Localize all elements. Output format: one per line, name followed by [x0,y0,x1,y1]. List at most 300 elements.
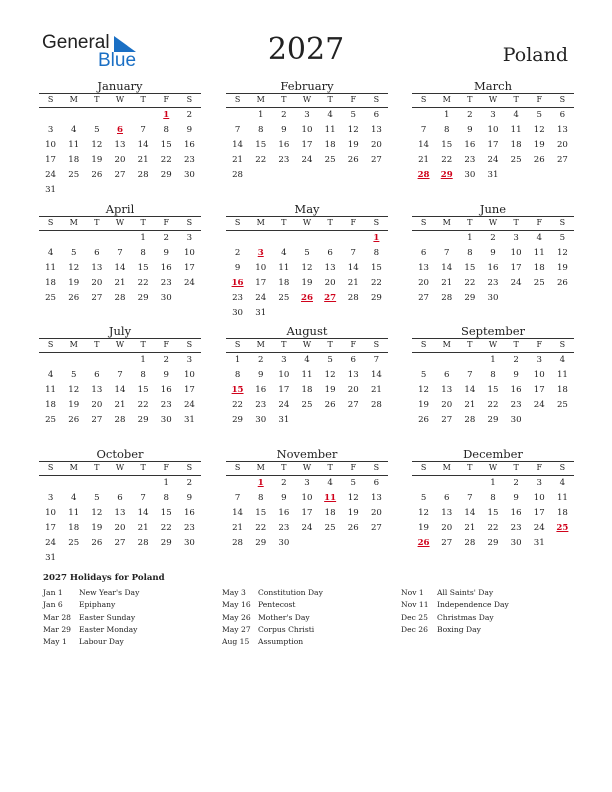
day-cell: 11 [45,263,57,273]
holiday-name: New Year's Day [79,588,140,597]
day-cell: 20 [418,278,430,288]
day-cell: 5 [536,110,542,120]
day-cell: 4 [559,478,566,488]
day-cell: 10 [45,140,57,150]
empty-cell [435,231,458,246]
day-cell: 2 [281,110,287,120]
holiday-row [222,636,392,648]
weekday-label: T [467,463,473,472]
day-cell: 14 [232,508,244,518]
weekday-label: T [140,95,146,104]
day-cell: 6 [373,478,380,488]
weekday-label: T [94,463,100,472]
holiday-row [401,599,571,611]
empty-cell [435,476,458,491]
weekday-label: S [373,95,380,104]
day-cell: 21 [370,385,382,395]
holiday-date: May 1 [43,637,67,647]
day-cell: 2 [513,478,519,488]
day-cell: 15 [370,263,382,273]
weekday-label: M [256,340,265,349]
day-cell: 17 [533,508,545,518]
day-cell: 2 [490,233,496,243]
empty-cell [85,108,108,123]
day-cell: 24 [301,523,313,533]
holiday-name: Christmas Day [437,612,494,622]
weekday-label: W [488,340,498,349]
day-cell: 10 [301,125,313,135]
days-grid [226,476,388,551]
month-january [39,79,201,198]
day-cell: 15 [487,385,499,395]
holiday-name: Pentecost [258,600,296,610]
day-cell: 29 [160,538,172,548]
day-cell: 12 [91,508,103,518]
holiday-row [43,624,213,636]
holiday-row [43,612,213,624]
weekday-label: T [467,218,473,227]
day-cell: 9 [490,248,496,258]
day-cell: 23 [232,293,244,303]
day-cell: 8 [140,370,146,380]
weekday-label: S [420,218,427,227]
day-cell: 17 [510,263,522,273]
holiday-name: Boxing Day [437,624,481,634]
day-cell: 12 [418,508,430,518]
day-cell: 5 [94,125,100,135]
holiday-day-cell: 1 [163,110,170,120]
day-cell: 19 [533,140,545,150]
empty-cell [342,231,365,246]
days-grid [412,108,574,183]
day-cell: 25 [68,538,80,548]
empty-cell [226,476,249,491]
holiday-column [222,587,392,648]
day-cell: 28 [232,538,244,548]
day-cell: 28 [114,293,126,303]
day-cell: 28 [114,415,126,425]
holiday-name: Constitution Day [258,588,323,597]
month-name: August [286,324,328,338]
day-cell: 19 [347,508,359,518]
day-cell: 6 [373,110,380,120]
weekday-label: F [163,95,170,104]
day-cell: 26 [347,523,359,533]
month-name: December [463,447,523,461]
day-cell: 6 [443,370,450,380]
day-cell: 15 [255,508,267,518]
day-cell: 17 [533,385,545,395]
day-cell: 30 [232,308,244,318]
day-cell: 10 [487,125,499,135]
day-cell: 17 [45,155,57,165]
day-cell: 12 [91,140,103,150]
weekday-label: S [373,463,380,472]
weekday-label: T [281,218,287,227]
day-cell: 14 [370,370,382,380]
weekday-label: S [186,463,193,472]
day-cell: 19 [418,523,430,533]
day-cell: 19 [68,278,80,288]
day-cell: 1 [257,110,264,120]
day-cell: 11 [510,125,522,135]
day-cell: 15 [487,508,499,518]
weekday-label: S [186,95,193,104]
day-cell: 2 [234,248,241,258]
day-cell: 24 [183,278,195,288]
day-cell: 6 [94,248,100,258]
day-cell: 16 [278,140,290,150]
day-cell: 16 [255,385,267,395]
day-cell: 22 [441,155,453,165]
holiday-day-cell: 6 [117,125,123,135]
day-cell: 12 [556,248,568,258]
day-cell: 30 [160,293,172,303]
day-cell: 24 [45,538,57,548]
day-cell: 18 [556,508,568,518]
month-july [39,324,201,428]
weekday-label: T [94,95,100,104]
month-december [412,447,574,551]
weekday-label: M [256,463,265,472]
empty-cell [249,231,272,246]
day-cell: 17 [301,508,313,518]
month-name: October [96,447,144,461]
day-cell: 14 [441,263,453,273]
day-cell: 21 [137,155,149,165]
holiday-date: Mar 28 [43,612,72,622]
day-cell: 13 [370,493,382,503]
weekday-label: F [163,463,170,472]
empty-cell [295,231,318,246]
day-cell: 9 [281,493,287,503]
day-cell: 8 [373,248,380,258]
day-cell: 22 [464,278,476,288]
holiday-date: Mar 29 [43,624,72,634]
holiday-date: May 26 [222,612,251,622]
day-cell: 15 [160,140,172,150]
holiday-day-cell: 1 [373,233,380,243]
day-cell: 6 [350,355,356,365]
weekday-label: M [69,463,78,472]
day-cell: 16 [510,508,522,518]
weekday-label: S [559,218,566,227]
weekday-label: W [488,218,498,227]
day-cell: 27 [114,538,126,548]
day-cell: 20 [114,523,126,533]
days-grid [226,231,388,321]
day-cell: 12 [68,385,80,395]
weekday-label: F [350,463,357,472]
weekday-label: S [559,340,566,349]
holiday-date: Jan 1 [43,588,63,597]
day-cell: 7 [140,493,146,503]
day-cell: 25 [45,293,57,303]
weekday-label: F [350,95,357,104]
weekday-label: S [47,218,54,227]
month-name: July [108,324,132,338]
day-cell: 14 [232,140,244,150]
day-cell: 15 [137,385,149,395]
day-cell: 16 [183,508,195,518]
day-cell: 5 [350,478,356,488]
day-cell: 19 [301,278,313,288]
day-cell: 24 [533,400,545,410]
day-cell: 10 [533,370,545,380]
day-cell: 29 [137,293,149,303]
day-cell: 22 [137,278,149,288]
day-cell: 12 [347,493,359,503]
day-cell: 20 [114,155,126,165]
empty-cell [412,108,435,123]
day-cell: 13 [418,263,430,273]
weekday-label: S [373,218,380,227]
day-cell: 16 [160,263,172,273]
day-cell: 9 [281,125,287,135]
day-cell: 23 [183,523,195,533]
holiday-date: Aug 15 [222,637,250,647]
day-cell: 1 [490,355,496,365]
day-cell: 24 [183,400,195,410]
day-cell: 17 [278,385,290,395]
day-cell: 8 [257,493,264,503]
day-cell: 14 [464,385,476,395]
empty-cell [226,108,249,123]
day-cell: 25 [510,155,522,165]
day-cell: 17 [255,278,267,288]
empty-cell [458,353,481,368]
day-cell: 18 [45,400,57,410]
day-cell: 30 [510,415,522,425]
day-cell: 2 [186,110,193,120]
day-cell: 29 [137,415,149,425]
holiday-row [222,599,392,611]
day-cell: 21 [137,523,149,533]
days-grid [412,476,574,551]
day-cell: 2 [186,478,193,488]
weekday-label: M [69,340,78,349]
holiday-day-cell: 27 [324,293,337,303]
day-cell: 23 [278,155,290,165]
month-august [226,324,388,428]
day-cell: 3 [513,233,519,243]
day-cell: 4 [47,248,54,258]
day-cell: 20 [324,278,336,288]
day-cell: 20 [441,400,453,410]
day-cell: 30 [160,415,172,425]
holiday-row [401,587,571,599]
day-cell: 21 [464,400,476,410]
day-cell: 26 [68,415,80,425]
weekday-label: M [442,95,451,104]
day-cell: 30 [487,293,499,303]
weekday-label: S [234,463,241,472]
day-cell: 3 [490,110,496,120]
day-cell: 29 [232,415,244,425]
day-cell: 6 [559,110,566,120]
day-cell: 31 [487,170,499,180]
day-cell: 8 [163,125,169,135]
day-cell: 4 [559,355,566,365]
day-cell: 26 [556,278,568,288]
calendar-year: 2027 [267,32,345,67]
day-cell: 3 [186,233,193,243]
day-cell: 6 [117,493,123,503]
holiday-row [43,599,213,611]
day-cell: 21 [114,278,126,288]
day-cell: 18 [510,140,522,150]
weekday-label: F [536,95,543,104]
empty-cell [132,476,155,491]
holiday-name: Easter Sunday [79,612,136,622]
weekday-label: W [302,218,312,227]
day-cell: 12 [68,263,80,273]
weekday-label: M [69,218,78,227]
day-cell: 8 [490,370,496,380]
day-cell: 30 [510,538,522,548]
empty-cell [132,108,155,123]
day-cell: 4 [327,478,333,488]
weekday-label: S [420,463,427,472]
day-cell: 11 [68,140,80,150]
day-cell: 22 [487,400,499,410]
weekday-label: M [442,340,451,349]
day-cell: 13 [91,385,103,395]
day-cell: 19 [91,523,103,533]
day-cell: 1 [443,110,450,120]
day-cell: 21 [347,278,359,288]
holiday-row [401,612,571,624]
day-cell: 24 [487,155,499,165]
empty-cell [108,108,131,123]
day-cell: 5 [304,248,310,258]
day-cell: 4 [536,233,542,243]
day-cell: 1 [234,355,241,365]
day-cell: 26 [91,170,103,180]
day-cell: 12 [533,125,545,135]
empty-cell [62,108,85,123]
logo-text-blue: Blue [98,50,137,71]
day-cell: 5 [70,248,77,258]
weekday-label: W [115,95,125,104]
day-cell: 9 [163,370,169,380]
day-cell: 5 [70,370,77,380]
holiday-day-cell: 15 [231,385,244,395]
day-cell: 2 [281,478,287,488]
weekday-label: S [234,95,241,104]
day-cell: 24 [510,278,522,288]
weekday-label: S [234,218,241,227]
day-cell: 28 [370,400,382,410]
day-cell: 17 [487,140,499,150]
day-cell: 4 [327,110,333,120]
day-cell: 25 [68,170,80,180]
day-cell: 31 [278,415,290,425]
day-cell: 13 [114,508,126,518]
day-cell: 12 [301,263,313,273]
day-cell: 23 [487,278,499,288]
day-cell: 18 [324,140,336,150]
holiday-name: Corpus Christi [258,624,315,634]
day-cell: 31 [533,538,545,548]
weekday-label: F [163,340,170,349]
weekday-label: F [350,218,357,227]
weekday-label: W [115,463,125,472]
day-cell: 5 [559,233,566,243]
day-cell: 19 [324,385,336,395]
weekday-label: W [115,218,125,227]
day-cell: 4 [304,355,310,365]
day-cell: 24 [278,400,290,410]
weekday-label: S [420,95,427,104]
weekday-header [412,338,574,353]
empty-cell [39,476,62,491]
day-cell: 3 [47,493,54,503]
day-cell: 11 [556,493,568,503]
day-cell: 20 [556,140,568,150]
day-cell: 5 [94,493,100,503]
weekday-label: T [513,95,519,104]
weekday-label: S [420,340,427,349]
day-cell: 23 [160,400,172,410]
holiday-day-cell: 26 [417,538,430,548]
day-cell: 16 [510,385,522,395]
day-cell: 13 [347,370,359,380]
days-grid [39,231,201,306]
day-cell: 7 [234,125,241,135]
day-cell: 26 [347,155,359,165]
holiday-date: May 3 [222,588,246,597]
day-cell: 27 [347,400,359,410]
weekday-label: S [47,340,54,349]
holiday-day-cell: 25 [556,523,569,533]
month-name: September [460,324,526,338]
day-cell: 3 [536,355,542,365]
day-cell: 10 [45,508,57,518]
days-grid [412,353,574,428]
day-cell: 6 [94,370,100,380]
weekday-label: T [467,340,473,349]
empty-cell [108,476,131,491]
day-cell: 30 [183,538,195,548]
day-cell: 7 [373,355,380,365]
weekday-label: M [69,95,78,104]
day-cell: 13 [114,140,126,150]
month-name: February [280,79,334,93]
day-cell: 18 [556,385,568,395]
day-cell: 14 [114,385,126,395]
day-cell: 6 [327,248,333,258]
weekday-label: T [327,218,333,227]
weekday-header [226,461,388,476]
day-cell: 8 [163,493,169,503]
empty-cell [62,231,85,246]
month-may [226,202,388,321]
weekday-label: T [140,340,146,349]
day-cell: 14 [137,508,149,518]
weekday-label: T [513,340,519,349]
empty-cell [319,231,342,246]
day-cell: 14 [114,263,126,273]
day-cell: 9 [257,370,264,380]
day-cell: 15 [441,140,453,150]
day-cell: 23 [510,400,522,410]
day-cell: 14 [137,140,149,150]
day-cell: 13 [91,263,103,273]
days-grid [226,108,388,183]
day-cell: 26 [418,415,430,425]
day-cell: 31 [45,185,57,195]
